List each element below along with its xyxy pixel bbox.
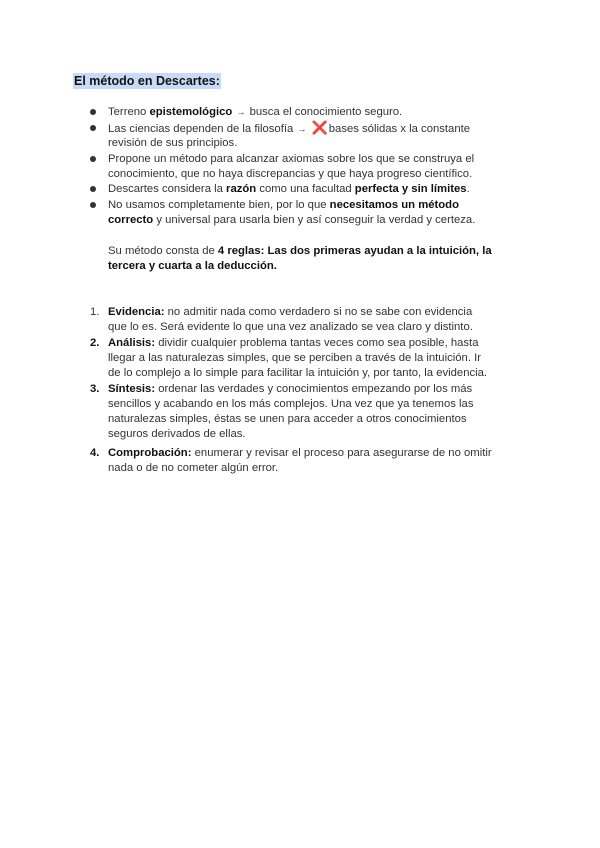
bullet-dot xyxy=(90,186,96,192)
rule-number: 4. xyxy=(90,447,100,459)
bullet-dot xyxy=(90,202,96,208)
keyword-perfecta: perfecta y sin límites xyxy=(354,183,467,195)
bullet-2-line-2: revisión de sus principios. xyxy=(108,137,238,149)
keyword-epistemologico: epistemológico xyxy=(149,106,233,118)
bullet-5-line-1: No usamos completamente bien, por lo que necesitamos un método xyxy=(108,199,459,211)
rule-title-comprobacion: Comprobación: xyxy=(108,447,192,459)
rule-1-line-1: Evidencia: no admitir nada como verdadero si no se sabe con evidencia xyxy=(108,306,473,318)
bullet-5-line-2: correcto y universal para usarla bien y así conseguir la verdad y certeza. xyxy=(108,214,476,226)
rule-3-line-1: Síntesis: ordenar las verdades y conocimientos empezando por los más xyxy=(108,383,473,395)
bullet-dot xyxy=(90,125,96,131)
keyword-razon: razón xyxy=(226,183,257,195)
rule-title-evidencia: Evidencia: xyxy=(108,306,165,318)
bullet-1-line-1: Terreno epistemológico → busca el conocimiento seguro. xyxy=(108,106,403,118)
bullet-4-line-1: Descartes considera la razón como una facultad perfecta y sin límites. xyxy=(108,183,470,195)
bullet-dot xyxy=(90,156,96,162)
document-title: El método en Descartes: xyxy=(74,74,220,88)
rule-3-line-2: sencillos y acabando en los más complejos. Una vez que ya tenemos las xyxy=(108,398,474,410)
rule-2-line-2: llegar a las naturalezas simples, que se perciben a través de la intuición. Ir xyxy=(108,352,481,364)
rule-title-analisis: Análisis: xyxy=(108,337,156,349)
rule-2-line-1: Análisis: dividir cualquier problema tantas veces como sea posible, hasta xyxy=(108,337,479,349)
arrow-right-icon: → xyxy=(236,107,246,117)
rule-4-line-2: nada o de no cometer algún error. xyxy=(108,462,279,474)
rule-1-line-2: que lo es. Será evidente lo que una vez analizado se vea claro y distinto. xyxy=(108,321,473,333)
cross-mark-icon: ❌ xyxy=(311,120,328,135)
keyword-4-reglas: 4 reglas: Las dos primeras ayudan a la intuición, la xyxy=(217,245,492,257)
rule-4-line-1: Comprobación: enumerar y revisar el proceso para asegurarse de no omitir xyxy=(108,447,492,459)
rule-number: 1. xyxy=(90,306,100,318)
rule-3-line-3: naturalezas simples, éstas se unen para acceder a otros conocimientos xyxy=(108,413,467,425)
bullet-3-line-1: Propone un método para alcanzar axiomas sobre los que se construya el xyxy=(108,153,475,165)
arrow-right-icon: → xyxy=(297,124,307,134)
bullet-3-line-2: conocimiento, que no haya discrepancias y que haya progreso científico. xyxy=(108,168,473,180)
rule-number: 2. xyxy=(90,337,100,349)
method-note-line-1: Su método consta de 4 reglas: Las dos primeras ayudan a la intuición, la xyxy=(108,245,492,257)
rule-number: 3. xyxy=(90,383,100,395)
keyword-correcto: correcto xyxy=(108,214,154,226)
rule-3-line-4: seguros derivados de ellas. xyxy=(108,428,246,440)
rule-title-sintesis: Síntesis: xyxy=(108,383,156,395)
bullet-dot xyxy=(90,109,96,115)
method-note-line-2: tercera y cuarta a la deducción. xyxy=(108,260,277,272)
keyword-necesitamos: necesitamos un método xyxy=(329,199,459,211)
rule-2-line-3: de lo complejo a lo simple para facilitar la intuición y, por tanto, la evidencia. xyxy=(108,367,488,379)
bullet-2-line-1: Las ciencias dependen de la filosofía → ❌bases sólidas x la constante xyxy=(108,120,471,135)
